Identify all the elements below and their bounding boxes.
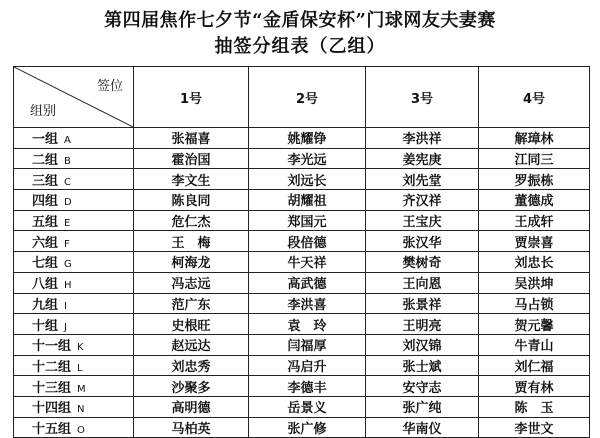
group-cell	[14, 376, 134, 397]
player-cell: 王明亮	[366, 314, 479, 335]
column-header: 2号	[249, 67, 366, 128]
column-header: 1号	[134, 67, 249, 128]
player-cell: 岳景义	[249, 396, 366, 417]
player-cell: 高武德	[249, 272, 366, 293]
player-cell: 陈良同	[134, 190, 249, 211]
player-cell: 王向恩	[366, 272, 479, 293]
player-cell: 李德丰	[249, 376, 366, 397]
player-cell: 郑国元	[249, 210, 366, 231]
group-cell	[14, 293, 134, 314]
player-cell: 贺元馨	[479, 314, 590, 335]
player-cell: 刘先堂	[366, 169, 479, 190]
group-name: 十组	[32, 318, 59, 334]
table-row	[14, 396, 590, 417]
group-letter: I	[64, 300, 67, 312]
group-cell	[14, 334, 134, 355]
player-cell: 张福喜	[134, 128, 249, 149]
group-name: 七组	[32, 256, 59, 272]
table-row	[14, 314, 590, 335]
table-row	[14, 293, 590, 314]
player-cell: 牛天祥	[249, 252, 366, 273]
player-cell: 冯志远	[134, 272, 249, 293]
group-letter: L	[77, 362, 83, 374]
group-name: 十三组	[32, 380, 72, 396]
player-cell: 刘忠长	[479, 252, 590, 273]
player-cell: 张广修	[249, 417, 366, 438]
group-cell	[14, 252, 134, 273]
player-cell: 樊树奇	[366, 252, 479, 273]
table-header-row	[14, 67, 590, 128]
group-name: 二组	[32, 153, 59, 169]
player-cell: 王 梅	[134, 231, 249, 252]
group-letter: F	[64, 238, 70, 250]
group-cell	[14, 169, 134, 190]
player-cell: 陈 玉	[479, 396, 590, 417]
player-cell: 柯海龙	[134, 252, 249, 273]
table-row	[14, 128, 590, 149]
player-cell: 华南仪	[366, 417, 479, 438]
table-row	[14, 148, 590, 169]
player-cell: 高明德	[134, 396, 249, 417]
player-cell: 贾有林	[479, 376, 590, 397]
group-letter: C	[64, 176, 71, 188]
page-title: 第四届焦作七夕节“金盾保安杯”门球网友夫妻赛	[104, 10, 496, 31]
table-row	[14, 252, 590, 273]
corner-slot-label: 签位	[96, 79, 123, 94]
player-cell: 闫福厚	[249, 334, 366, 355]
player-cell: 贾崇喜	[479, 231, 590, 252]
group-cell	[14, 128, 134, 149]
player-cell: 江同三	[479, 148, 590, 169]
player-cell: 解璋林	[479, 128, 590, 149]
player-cell: 冯启升	[249, 355, 366, 376]
player-cell: 王成轩	[479, 210, 590, 231]
group-cell	[14, 314, 134, 335]
group-letter: B	[64, 156, 71, 168]
group-name: 四组	[32, 194, 59, 210]
player-cell: 李洪祥	[366, 128, 479, 149]
group-name: 八组	[32, 277, 59, 293]
group-cell	[14, 396, 134, 417]
corner-cell	[14, 67, 134, 128]
player-cell: 罗振栋	[479, 169, 590, 190]
player-cell: 段倍德	[249, 231, 366, 252]
player-cell: 危仁杰	[134, 210, 249, 231]
player-cell: 姜宪庚	[366, 148, 479, 169]
player-cell: 李洪喜	[249, 293, 366, 314]
group-letter: J	[64, 321, 67, 333]
player-cell: 齐汉祥	[366, 190, 479, 211]
group-cell	[14, 210, 134, 231]
group-name: 十二组	[32, 359, 72, 375]
player-cell: 李文生	[134, 169, 249, 190]
group-cell	[14, 417, 134, 438]
player-cell: 张景祥	[366, 293, 479, 314]
group-name: 十四组	[32, 401, 72, 417]
player-cell: 史根旺	[134, 314, 249, 335]
group-name: 一组	[32, 132, 59, 148]
table-row	[14, 355, 590, 376]
table-row	[14, 417, 590, 438]
player-cell: 胡耀祖	[249, 190, 366, 211]
group-name: 五组	[32, 215, 59, 231]
group-letter: M	[77, 383, 86, 395]
player-cell: 沙聚多	[134, 376, 249, 397]
table-row	[14, 376, 590, 397]
group-letter: G	[64, 259, 72, 271]
group-cell	[14, 190, 134, 211]
player-cell: 安守志	[366, 376, 479, 397]
player-cell: 刘汉锦	[366, 334, 479, 355]
group-name: 三组	[32, 173, 59, 189]
player-cell: 刘仁福	[479, 355, 590, 376]
player-cell: 张广纯	[366, 396, 479, 417]
column-header: 4号	[479, 67, 590, 128]
player-cell: 刘远长	[249, 169, 366, 190]
group-name: 十一组	[32, 339, 72, 355]
player-cell: 姚耀铮	[249, 128, 366, 149]
player-cell: 牛青山	[479, 334, 590, 355]
player-cell: 刘忠秀	[134, 355, 249, 376]
group-cell	[14, 355, 134, 376]
player-cell: 赵远达	[134, 334, 249, 355]
corner-group-label: 组别	[30, 104, 57, 119]
group-letter: E	[64, 218, 71, 230]
page-subtitle: 抽签分组表（乙组）	[214, 36, 386, 57]
player-cell: 霍治国	[134, 148, 249, 169]
player-cell: 张士斌	[366, 355, 479, 376]
draw-table	[13, 66, 590, 438]
group-letter: K	[77, 342, 84, 354]
player-cell: 李世文	[479, 417, 590, 438]
player-cell: 董德成	[479, 190, 590, 211]
table-row	[14, 231, 590, 252]
group-letter: O	[77, 424, 85, 436]
table-row	[14, 169, 590, 190]
group-cell	[14, 272, 134, 293]
column-header: 3号	[366, 67, 479, 128]
table-row	[14, 190, 590, 211]
player-cell: 袁 玲	[249, 314, 366, 335]
player-cell: 王宝庆	[366, 210, 479, 231]
table-row	[14, 334, 590, 355]
player-cell: 吴洪坤	[479, 272, 590, 293]
player-cell: 李光远	[249, 148, 366, 169]
table-row	[14, 210, 590, 231]
group-cell	[14, 148, 134, 169]
group-letter: D	[64, 197, 72, 209]
player-cell: 马柏英	[134, 417, 249, 438]
group-name: 十五组	[32, 421, 72, 437]
player-cell: 张汉华	[366, 231, 479, 252]
group-letter: H	[64, 280, 72, 292]
group-name: 九组	[32, 297, 59, 313]
group-cell	[14, 231, 134, 252]
group-name: 六组	[32, 235, 59, 251]
group-letter: N	[77, 404, 85, 416]
player-cell: 马占锁	[479, 293, 590, 314]
table-row	[14, 272, 590, 293]
player-cell: 范广东	[134, 293, 249, 314]
group-letter: A	[64, 135, 71, 147]
